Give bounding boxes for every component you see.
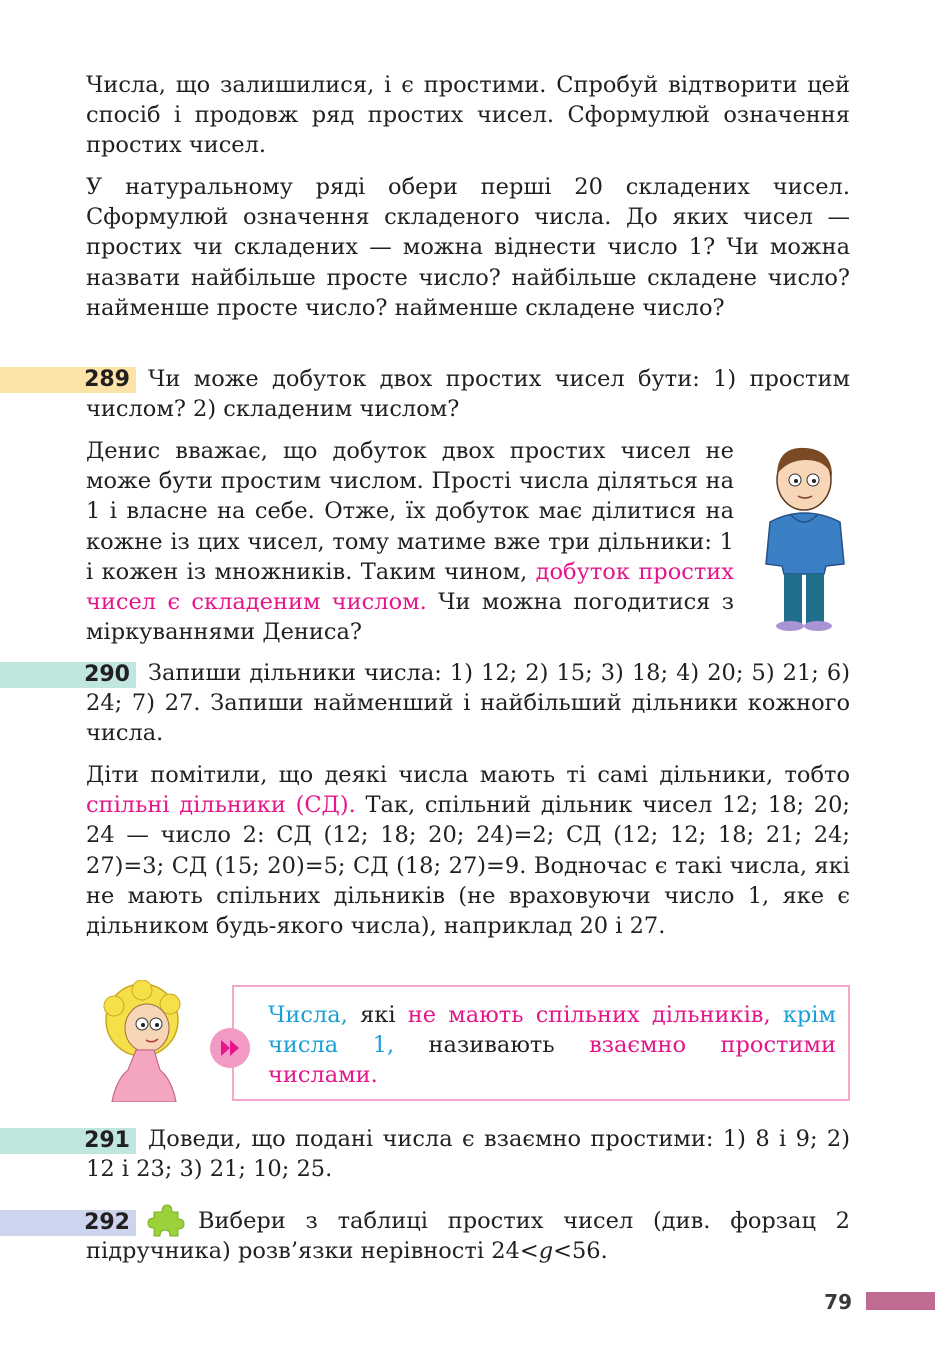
paragraph-composite: У натуральному ряді обери перші 20 складених чисел. Сформулюй означення складеного числа. До яких чисел — простих чи складених — можна віднести число 1? Чи можна назвати найбільше просте число? найбільше складене число? найменше просте число? найменше складене число? — [86, 174, 850, 321]
exercise-number-291: 291 — [0, 1128, 136, 1154]
rule-part-6: взаємно простими числами. — [268, 1032, 836, 1089]
exercise-291 — [86, 1124, 850, 1184]
denys-paragraph — [86, 436, 734, 647]
denys-text: Денис вважає, що добуток двох простих чисел не може бути простим числом. Прості числа діляться на 1 і власне на себе. Отже, їх добуток має ділитися на кожне із цих чисел, тому матиме вже три дільники: 1 і кожен із множників. Таким чином, — [86, 438, 734, 585]
exercise-292-text-end: <56. — [553, 1238, 608, 1265]
fast-forward-icon — [210, 1028, 250, 1068]
denys-highlight: добуток простих чисел є складеним числом. — [86, 558, 734, 616]
rule-part-5: називають — [394, 1032, 590, 1059]
rule-part-2: які — [347, 1002, 408, 1028]
page-number-bar — [866, 1292, 935, 1310]
common-highlight: спільні дільники (СД). — [86, 792, 356, 819]
exercise-292-text: Вибери з таблиці простих чисел (див. форзац 2 підручника) розв’язки нерівності 24< — [86, 1208, 850, 1265]
inequality-variable: g — [538, 1238, 554, 1265]
exercise-290-text: Запиши дільники числа: 1) 12; 2) 15; 3) 18; 4) 20; 5) 21; 6) 24; 7) 27. Запиши найменший і найбільший дільники кожного числа. — [86, 660, 850, 747]
rule-part-1: Числа, — [268, 1002, 348, 1028]
girl-illustration — [92, 980, 192, 1102]
common-divisors-paragraph — [86, 760, 850, 941]
exercise-292 — [86, 1206, 850, 1266]
common-text: Діти помітили, що деякі числа мають ті самі дільники, тобто — [86, 762, 850, 788]
exercise-number-290: 290 — [0, 662, 136, 688]
exercise-289 — [86, 364, 850, 424]
exercise-290 — [86, 658, 850, 749]
common-text-end: Так, спільний дільник чисел 12; 18; 20; 24 — число 2: СД (12; 18; 20; 24)=2; СД (12; 12; 18; 21; 24; 27)=3; СД (15; 20)=5; СД (18; 27)=9. Водночас є такі числа, які не мають спільних дільників (не враховуючи число 1, яке є дільником будь-якого числа), наприклад 20 і 27. — [86, 792, 851, 940]
denys-text-end: Чи можна погодитися з міркуваннями Дениса? — [86, 589, 735, 646]
boy-illustration — [760, 442, 850, 634]
exercise-number-292: 292 — [0, 1210, 136, 1236]
exercise-289-text: Чи може добуток двох простих чисел бути: 1) простим числом? 2) складеним числом? — [86, 366, 850, 423]
exercise-number-289: 289 — [0, 367, 136, 393]
paragraph-primes: Числа, що залишилися, і є простими. Спробуй відтворити цей спосіб і продовж ряд простих чисел. Сформулюй означення простих чисел. — [86, 72, 850, 159]
rule-part-3: не мають спільних дільників, — [407, 1002, 771, 1028]
page-number: 79 — [824, 1290, 852, 1314]
rule-part-4: крім числа 1, — [268, 1002, 836, 1059]
definition-text — [268, 1000, 836, 1091]
exercise-291-text: Доведи, що подані числа є взаємно простими: 1) 8 і 9; 2) 12 і 23; 3) 21; 10; 25. — [86, 1126, 850, 1183]
